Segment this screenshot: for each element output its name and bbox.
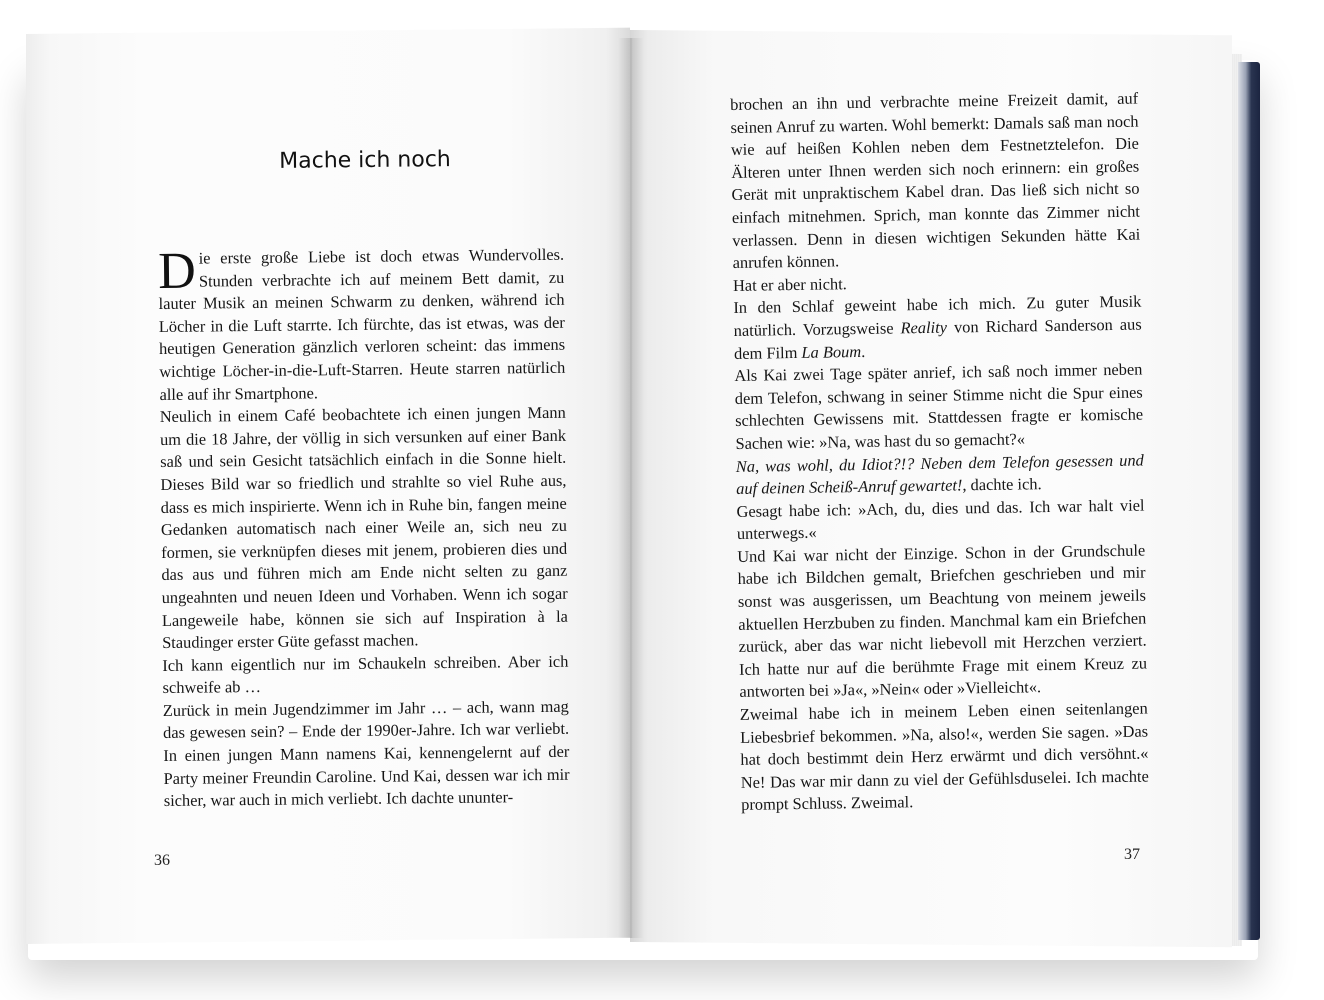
drop-cap: D: [157, 242, 197, 300]
paragraph-r5-tail: , dachte ich.: [962, 474, 1042, 495]
book-cover-edge: [1238, 62, 1260, 940]
paragraph-r2: Hat er aber nicht.: [732, 273, 847, 295]
paragraph-r3-c: .: [860, 341, 866, 361]
paragraph-r5: [736, 449, 1145, 501]
paragraph-r4: Als Kai zwei Tage später anrief, ich saß noch immer neben dem Telefon, schwang in seiner Stimme nicht die Spur eines schlechten Gewissens mit. Stattdessen fragte er komische Sachen wie: »Na, was hast du so gemacht?«: [734, 359, 1144, 453]
book-gutter: [618, 38, 644, 938]
right-page-text: [730, 88, 1149, 817]
page-number-left: 36: [154, 852, 170, 869]
chapter-title: Mache ich noch: [279, 147, 451, 174]
paragraph-2: Neulich in einem Café beobachtete ich einen jungen Mann um die 18 Jahre, der völlig in sich versunken auf einer Bank saß und sein Gesicht tatsächlich einfach in die Sonne hielt. Dieses Bild war so friedlich und strahlte so viel Ruhe aus, dass es mich inspirierte. Wenn ich in Ruhe bin, fangen meine Gedanken automatisch nach einer Weile an, sich neu zu formen, sie verknüpfen dieses mit jenem, probieren dies und das aus und führen mich am Ende nicht selten zu ganz ungeahnten und neuen Ideen und Vorhaben. Wenn ich sogar Langeweile habe, können sie sich auf Inspiration à la Staudinger erster Güte gefasst machen.: [159, 402, 568, 653]
paragraph-r6: Gesagt habe ich: »Ach, du, dies und das. Ich war halt viel unterwegs.«: [736, 495, 1145, 544]
paragraph-r8: Zweimal habe ich in meinem Leben einen seitenlangen Liebesbrief bekommen. »Na, also!«, werden Sie sagen. »Das hat doch bestimmt dein Herz erwärmt und dich versöhnt.« Ne! Das war mir dann zu viel der Gefühlsduselei. Ich machte prompt Schluss. Zweimal.: [739, 698, 1149, 815]
paragraph-1: [158, 244, 566, 406]
song-title: Reality: [900, 317, 948, 338]
paragraph-r1: brochen an ihn und verbrachte meine Freizeit damit, auf seinen Anruf zu warten. Wohl bemerkt: Damals saß man noch wie auf heißen Kohlen neben dem Festnetztelefon. Die Älteren unter Ihnen werden sich noch erinnern: ein großes Gerät mit unpraktischem Kabel dran. Das ließ sich nicht so einfach mitnehmen. Sprich, man konnte das Zimmer nicht verlassen. Denn in diesen wichtigen Sekunden hätte Kai anrufen können.: [730, 88, 1141, 273]
paragraph-r7: Und Kai war nicht der Einzige. Schon in der Grundschule habe ich Bildchen gemalt, Briefchen geschrieben und mir sonst was ausgerissen, um Beachtung von meinem jeweils aktuellen Herzbuben zu finden. Manchmal kam ein Briefchen zurück, aber das war nicht liebevoll mit Herzchen verziert. Ich hatte nur auf die berühmte Frage mit einem Kreuz zu antworten bei »Ja«, »Nein« oder »Vielleicht«.: [737, 540, 1148, 702]
left-page-text: [158, 244, 570, 813]
paragraph-r3-b: von Richard Sanderson aus dem Film: [733, 314, 1142, 363]
paragraph-r3: [733, 291, 1142, 365]
page-number-right: 37: [1124, 846, 1140, 863]
paragraph-4: Zurück in mein Jugendzimmer im Jahr … – ach, wann mag das gewesen sein? – Ende der 1990er-Jahre. Ich war verliebt. In einen jungen Mann namens Kai, kennengelernt auf der Party meiner Freundin Caroline. Und Kai, dessen war ich mir sicher, war auch in mich verliebt. Ich dachte ununter-: [162, 696, 570, 811]
film-title: La Boum: [801, 341, 862, 362]
paragraph-r3-a: In den Schlaf geweint habe ich mich. Zu guter Musik natürlich. Vorzugsweise: [733, 291, 1142, 340]
paragraph-1-text: ie erste große Liebe ist doch etwas Wundervolles. Stunden verbrachte ich auf meinem Bett damit, zu lauter Musik an meinen Schwarm zu denken, während ich Löcher in die Luft starrte. Ich fürchte, das ist etwas, was der heutigen Generation gänzlich verloren scheint: das immens wichtige Löcher-in-die-Luft-Starren. Heute starren natürlich alle auf ihr Smartphone.: [158, 244, 566, 404]
paragraph-3: Ich kann eigentlich nur im Schaukeln schreiben. Aber ich schweife ab …: [162, 651, 569, 698]
inner-thought: Na, was wohl, du Idiot?!? Neben dem Telefon gesessen und auf deinen Scheiß-Anruf gewartet!: [735, 450, 1144, 499]
